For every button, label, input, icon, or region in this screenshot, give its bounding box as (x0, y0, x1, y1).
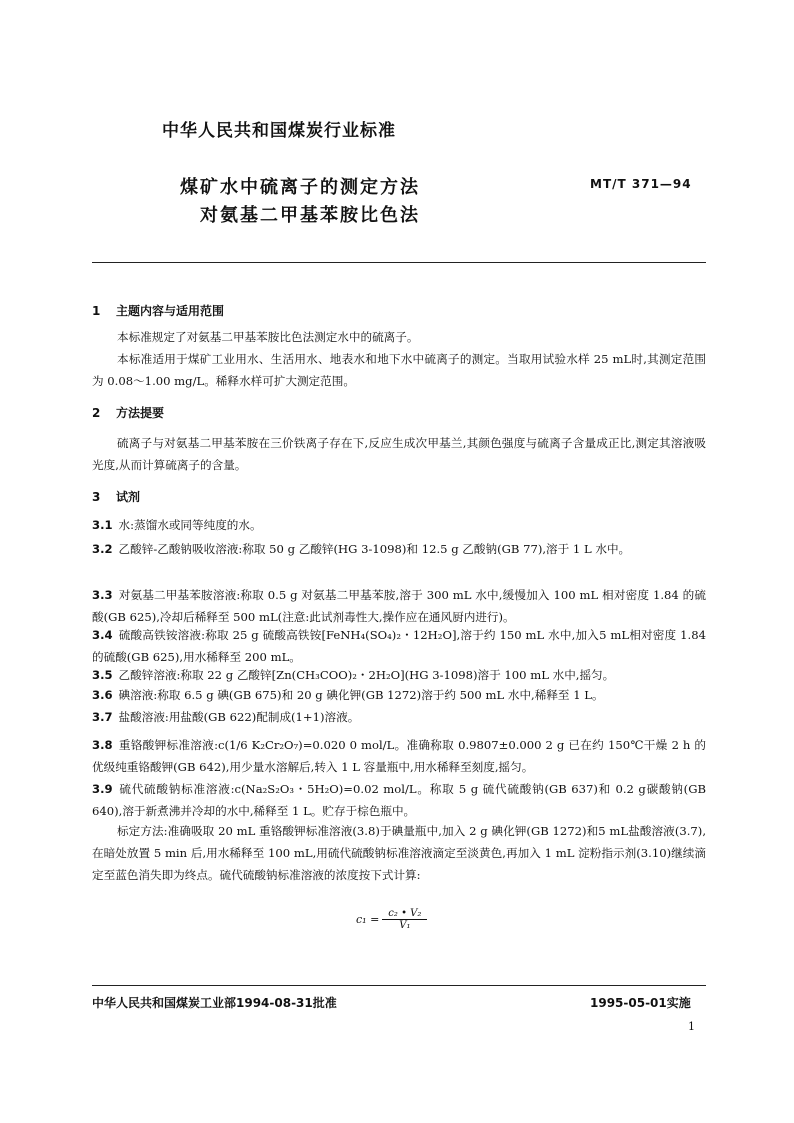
page-number: 1 (688, 1020, 695, 1033)
approval-statement: 中华人民共和国煤炭工业部1994-08-31批准 (92, 996, 337, 1010)
item-number: 3.4 (92, 628, 113, 642)
item-text: 水:蒸馏水或同等纯度的水。 (118, 518, 262, 532)
section-number: 2 (92, 406, 101, 420)
reagent-item (92, 584, 706, 628)
item-text: 硫代硫酸钠标准溶液:c(Na₂S₂O₃・5H₂O)=0.02 mol/L。称取 5 g 硫代硫酸钠(GB 637)和 0.2 g碳酸钠(GB 640),溶于新煮沸并冷却的水中,稀释至 1 L。贮存于棕色瓶中。 (92, 782, 706, 818)
section-title: 方法提要 (116, 406, 165, 420)
header-divider (92, 262, 706, 263)
item-text: 对氨基二甲基苯胺溶液:称取 0.5 g 对氨基二甲基苯胺,溶于 300 mL 水中,缓慢加入 100 mL 相对密度 1.84 的硫酸(GB 625),冷却后稀释至 500 mL(注意:此试剂毒性大,操作应在通风厨内进行)。 (92, 588, 706, 624)
formula-lhs: c₁ = (356, 913, 380, 926)
section-2-heading (92, 404, 164, 421)
reagent-item (92, 684, 706, 706)
reagent-item (92, 538, 706, 560)
standard-number: MT/T 371—94 (590, 177, 692, 191)
section-number: 3 (92, 490, 101, 504)
reagent-item (92, 664, 706, 686)
section-3-heading (92, 488, 140, 505)
paragraph: 硫离子与对氨基二甲基苯胺在三价铁离子存在下,反应生成次甲基兰,其颜色强度与硫离子含量成正比,测定其溶液吸光度,从而计算硫离子的含量。 (92, 436, 706, 472)
effective-date: 1995-05-01实施 (590, 996, 691, 1010)
item-number: 3.6 (92, 688, 113, 702)
item-text: 重铬酸钾标准溶液:c(1/6 K₂Cr₂O₇)=0.020 0 mol/L。准确称取 0.9807±0.000 2 g 已在约 150℃干燥 2 h 的优级纯重铬酸钾(GB 642),用少量水溶解后,转入 1 L 容量瓶中,用水稀释至刻度,摇匀。 (92, 738, 706, 774)
reagent-item (92, 778, 706, 822)
formula-denominator: V₁ (399, 920, 411, 931)
item-text: 硫酸高铁铵溶液:称取 25 g 硫酸高铁铵[FeNH₄(SO₄)₂・12H₂O],溶于约 150 mL 水中,加入5 mL相对密度 1.84 的硫酸(GB 625),用水稀释至 200 mL。 (92, 628, 706, 664)
item-number: 3.1 (92, 518, 113, 532)
reagent-item (92, 734, 706, 778)
section-title: 试剂 (116, 490, 141, 504)
item-number: 3.5 (92, 668, 113, 682)
item-text: 碘溶液:称取 6.5 g 碘(GB 675)和 20 g 碘化钾(GB 1272)溶于约 500 mL 水中,稀释至 1 L。 (118, 688, 604, 702)
item-number: 3.7 (92, 710, 113, 724)
item-text: 乙酸锌溶液:称取 22 g 乙酸锌[Zn(CH₃COO)₂・2H₂O](HG 3-1098)溶于 100 mL 水中,摇匀。 (118, 668, 615, 682)
item-text: 乙酸锌-乙酸钠吸收溶液:称取 50 g 乙酸锌(HG 3-1098)和 12.5 g 乙酸钠(GB 77),溶于 1 L 水中。 (118, 542, 631, 556)
section-title: 主题内容与适用范围 (116, 304, 225, 318)
standard-title-line1: 煤矿水中硫离子的测定方法 (180, 177, 420, 198)
paragraph: 本标准适用于煤矿工业用水、生活用水、地表水和地下水中硫离子的测定。当取用试验水样 25 mL时,其测定范围为 0.08～1.00 mg/L。稀释水样可扩大测定范围。 (92, 352, 706, 388)
formula-fraction (385, 908, 424, 931)
formula-numerator: c₂ • V₂ (388, 908, 422, 919)
concentration-formula (356, 908, 424, 931)
paragraph: 本标准规定了对氨基二甲基苯胺比色法测定水中的硫离子。 (117, 330, 419, 344)
reagent-item (92, 514, 706, 536)
standard-title-line2: 对氨基二甲基苯胺比色法 (200, 205, 420, 226)
item-number: 3.3 (92, 588, 113, 602)
item-number: 3.9 (92, 782, 113, 796)
reagent-item (92, 624, 706, 668)
issuing-organization: 中华人民共和国煤炭行业标准 (162, 121, 396, 141)
footer-divider (92, 985, 706, 986)
item-number: 3.2 (92, 542, 113, 556)
reagent-item (92, 706, 706, 728)
section-number: 1 (92, 304, 101, 318)
item-text: 盐酸溶液:用盐酸(GB 622)配制成(1+1)溶液。 (118, 710, 360, 724)
item-number: 3.8 (92, 738, 113, 752)
section-1-heading (92, 302, 224, 319)
calibration-method: 标定方法:准确吸取 20 mL 重铬酸钾标准溶液(3.8)于碘量瓶中,加入 2 g 碘化钾(GB 1272)和5 mL盐酸溶液(3.7),在暗处放置 5 min 后,用水稀释至 100 mL,用硫代硫酸钠标准溶液滴定至淡黄色,再加入 1 mL 淀粉指示剂(3.10)继续滴定至蓝色消失即为终点。硫代硫酸钠标准溶液的浓度按下式计算: (92, 824, 706, 882)
